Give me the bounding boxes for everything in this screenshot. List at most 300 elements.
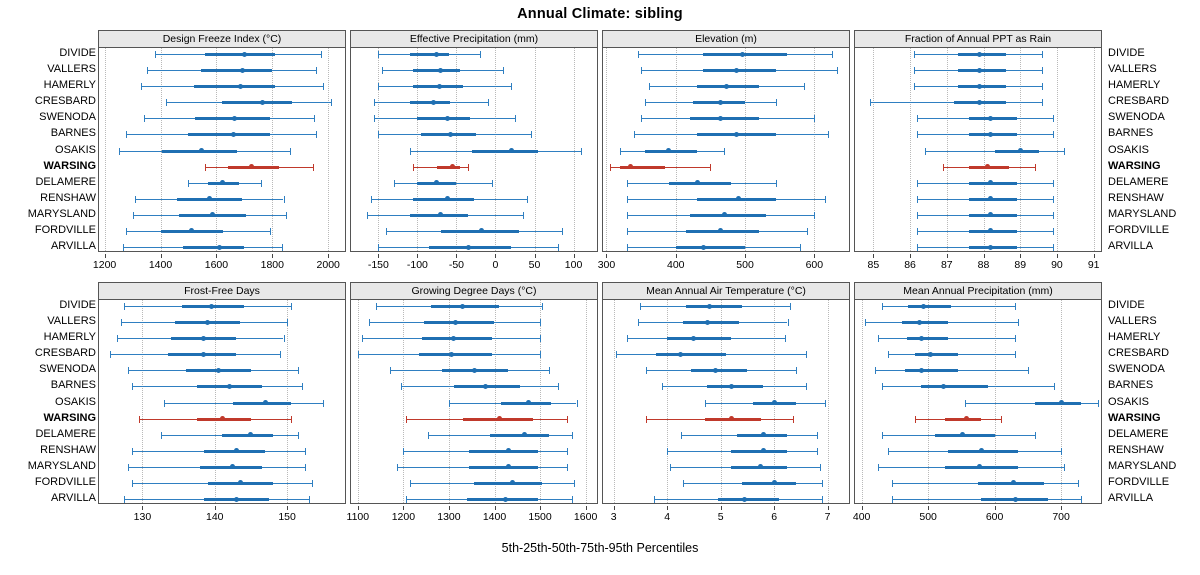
category-label-hamerly: HAMERLY (43, 79, 96, 92)
median-point (220, 180, 225, 185)
whisker-cap (790, 303, 791, 310)
whisker-cap (133, 212, 134, 219)
axis-tick (540, 506, 541, 510)
category-label-marysland: MARYSLAND (1108, 459, 1177, 472)
whisker-cap (286, 212, 287, 219)
median-point (503, 497, 508, 502)
x-axis (92, 254, 346, 280)
median-point (445, 196, 450, 201)
whisker-cap (892, 480, 893, 487)
whisker-cap (147, 67, 148, 74)
axis-tick (535, 254, 536, 258)
median-point (734, 132, 739, 137)
category-label-renshaw: RENSHAW (1108, 443, 1164, 456)
whisker-cap (132, 448, 133, 455)
iqr-bar (422, 337, 493, 340)
whisker-cap (280, 351, 281, 358)
axis-tick (403, 506, 404, 510)
median-point (919, 336, 924, 341)
whisker-cap (132, 383, 133, 390)
median-point (448, 132, 453, 137)
whisker-cap (374, 115, 375, 122)
axis-tick-label: 600 (805, 259, 824, 271)
gridline (272, 48, 274, 251)
median-point (1059, 400, 1064, 405)
iqr-bar (183, 246, 245, 249)
gridline (910, 48, 912, 251)
whisker-cap (814, 115, 815, 122)
median-point (497, 416, 502, 421)
whisker-cap (785, 335, 786, 342)
whisker-cap (1064, 148, 1065, 155)
category-label-vallers: VALLERS (47, 315, 96, 328)
category-label-swenoda: SWENODA (1108, 111, 1165, 124)
category-label-marysland: MARYSLAND (1108, 207, 1177, 220)
median-point (260, 100, 265, 105)
whisker-cap (1053, 244, 1054, 251)
category-label-vallers: VALLERS (1108, 315, 1157, 328)
gridline (358, 300, 360, 503)
gridline (417, 48, 419, 251)
axis-tick-label: 85 (867, 259, 880, 271)
whisker-cap (649, 83, 650, 90)
median-point (238, 84, 243, 89)
category-label-hamerly: HAMERLY (1108, 331, 1161, 344)
panel-strip-label: Mean Annual Precipitation (mm) (855, 283, 1101, 300)
iqr-bar (703, 53, 786, 56)
median-point (713, 368, 718, 373)
iqr-bar (1035, 402, 1082, 405)
iqr-bar (469, 450, 537, 453)
median-point (466, 245, 471, 250)
whisker-cap (1035, 432, 1036, 439)
whisker-cap (291, 303, 292, 310)
axis-tick (215, 506, 216, 510)
row1-panels (92, 30, 1102, 280)
panel-growing-degree-days-c (346, 282, 598, 534)
iqr-bar (419, 353, 492, 356)
iqr-bar (469, 466, 537, 469)
iqr-bar (188, 133, 269, 136)
whisker-cap (616, 351, 617, 358)
whisker-cap (1001, 416, 1002, 423)
gridline (745, 48, 747, 251)
iqr-bar (905, 369, 958, 372)
iqr-bar (413, 69, 460, 72)
whisker-cap (282, 244, 283, 251)
gridline (828, 300, 830, 503)
category-label-delamere: DELAMERE (1108, 427, 1169, 440)
whisker-cap (480, 51, 481, 58)
whisker-cap (468, 164, 469, 171)
iqr-bar (417, 117, 470, 120)
whisker-cap (367, 212, 368, 219)
whisker-cap (117, 335, 118, 342)
whisker-cap (705, 400, 706, 407)
whisker-cap (917, 196, 918, 203)
whisker-cap (406, 496, 407, 503)
gridline (378, 48, 380, 251)
axis-tick (328, 254, 329, 258)
whisker-cap (492, 180, 493, 187)
whisker-cap (638, 51, 639, 58)
whisker-cap (832, 51, 833, 58)
whisker-cap (581, 148, 582, 155)
whisker-cap (558, 244, 559, 251)
whisker-cap (641, 67, 642, 74)
whisker-cap (1078, 480, 1079, 487)
whisker-cap (567, 448, 568, 455)
axis-tick-label: 91 (1087, 259, 1100, 271)
axis-tick (287, 506, 288, 510)
panel-strip-label: Frost-Free Days (99, 283, 345, 300)
gridline (614, 300, 616, 503)
whisker-cap (378, 131, 379, 138)
gridline (1094, 48, 1096, 251)
axis-tick (873, 254, 874, 258)
median-point (231, 132, 236, 137)
axis-tick-label: 90 (1051, 259, 1063, 271)
whisker-cap (376, 303, 377, 310)
whisker-cap (428, 432, 429, 439)
category-label-delamere: DELAMERE (35, 427, 96, 440)
axis-tick-label: 0 (492, 259, 499, 271)
median-point (234, 497, 239, 502)
whisker-cap (776, 180, 777, 187)
whisker-cap (1098, 400, 1099, 407)
median-point (977, 52, 982, 57)
axis-tick (814, 254, 815, 258)
axis-tick-label: 1600 (204, 259, 229, 271)
axis-tick-label: 87 (940, 259, 953, 271)
iqr-bar (707, 385, 763, 388)
axis-tick (272, 254, 273, 258)
plot-area (855, 300, 1101, 503)
x-axis (597, 254, 850, 280)
category-label-arvilla: ARVILLA (50, 492, 96, 504)
category-label-renshaw: RENSHAW (1108, 191, 1164, 204)
whisker-cap (123, 244, 124, 251)
plot-area (351, 48, 597, 251)
category-label-arvilla: ARVILLA (50, 240, 96, 252)
whisker-cap (358, 351, 359, 358)
whisker-cap (394, 180, 395, 187)
median-point (742, 497, 747, 502)
iqr-bar (474, 482, 542, 485)
axis-tick-label: 140 (205, 511, 224, 523)
axis-tick (358, 506, 359, 510)
whisker-cap (511, 83, 512, 90)
category-label-osakis: OSAKIS (55, 143, 96, 156)
category-label-cresbard: CRESBARD (34, 347, 96, 360)
gridline (586, 300, 588, 503)
whisker-cap (406, 416, 407, 423)
whisker-cap (915, 416, 916, 423)
whisker-cap (667, 448, 668, 455)
whisker-cap (1042, 67, 1043, 74)
whisker-cap (540, 351, 541, 358)
median-point (724, 84, 729, 89)
axis-tick (995, 506, 996, 510)
whisker-cap (141, 83, 142, 90)
whisker-cap (261, 180, 262, 187)
whisker-cap (917, 131, 918, 138)
whisker-cap (312, 480, 313, 487)
whisker-cap (374, 99, 375, 106)
category-label-arvilla: ARVILLA (1108, 492, 1154, 504)
whisker-cap (410, 480, 411, 487)
whisker-cap (403, 448, 404, 455)
axis-tick (1061, 506, 1062, 510)
axis-tick (216, 254, 217, 258)
category-label-cresbard: CRESBARD (1108, 95, 1170, 108)
axis-tick (456, 254, 457, 258)
axis-tick-label: 4 (664, 511, 671, 523)
median-point (506, 448, 511, 453)
category-label-divide: DIVIDE (59, 47, 96, 59)
whisker-cap (1053, 212, 1054, 219)
median-point (729, 384, 734, 389)
category-label-delamere: DELAMERE (1108, 175, 1169, 188)
whisker-cap (627, 335, 628, 342)
axis-tick (910, 254, 911, 258)
axis-tick-label: 86 (904, 259, 916, 271)
whisker-cap (662, 383, 663, 390)
iqr-bar (437, 166, 460, 169)
whisker-cap (188, 180, 189, 187)
whisker-cap (710, 164, 711, 171)
whisker-cap (1064, 464, 1065, 471)
gridline (328, 48, 330, 251)
row2-panels (98, 282, 1102, 534)
category-label-barnes: BARNES (1108, 379, 1154, 392)
iqr-bar (201, 69, 272, 72)
whisker-cap (413, 164, 414, 171)
whisker-cap (925, 148, 926, 155)
panel-strip-label: Growing Degree Days (°C) (351, 283, 597, 300)
iqr-bar (667, 337, 731, 340)
whisker-cap (1018, 319, 1019, 326)
iqr-bar (691, 369, 747, 372)
axis-tick-label: 1200 (391, 511, 416, 523)
iqr-bar (676, 246, 745, 249)
whisker-cap (124, 496, 125, 503)
whisker-cap (110, 351, 111, 358)
axis-tick (161, 254, 162, 258)
iqr-bar (690, 214, 766, 217)
iqr-bar (915, 353, 958, 356)
axis-tick (1020, 254, 1021, 258)
axis-tick-label: 1600 (573, 511, 598, 523)
whisker-cap (331, 99, 332, 106)
axis-tick-label: 1300 (437, 511, 461, 523)
whisker-cap (287, 319, 288, 326)
whisker-cap (1053, 180, 1054, 187)
axis-tick-label: -150 (367, 259, 389, 271)
axis-tick (105, 254, 106, 258)
whisker-cap (144, 115, 145, 122)
whisker-cap (305, 448, 306, 455)
median-point (705, 320, 710, 325)
whisker-cap (390, 367, 391, 374)
whisker-cap (793, 416, 794, 423)
axis-tick-label: 400 (666, 259, 685, 271)
whisker-cap (800, 244, 801, 251)
axis-tick (928, 506, 929, 510)
category-label-osakis: OSAKIS (55, 395, 96, 408)
axis-tick (1057, 254, 1058, 258)
axis-tick (745, 254, 746, 258)
whisker-cap (378, 51, 379, 58)
whisker-cap (284, 196, 285, 203)
iqr-bar (410, 101, 451, 104)
median-point (1013, 497, 1018, 502)
panel-effective-precipitation-mm (350, 30, 598, 280)
whisker-cap (888, 448, 889, 455)
median-point (216, 368, 221, 373)
category-label-warsing: WARSING (1108, 411, 1161, 424)
iqr-bar (742, 482, 795, 485)
axis-tick (586, 506, 587, 510)
whisker-cap (806, 383, 807, 390)
panel-fraction-of-annual-ppt-as-rain (854, 30, 1102, 280)
whisker-cap (567, 416, 568, 423)
category-label-warsing: WARSING (1108, 159, 1161, 172)
axis-tick (495, 254, 496, 258)
iqr-bar (902, 321, 949, 324)
panel-design-freeze-index-c (92, 30, 346, 280)
panel-mean-annual-air-temperature-c (602, 282, 850, 534)
whisker-cap (531, 131, 532, 138)
axis-tick-label: 50 (528, 259, 541, 271)
gridline (606, 48, 608, 251)
panel-strip-label: Design Freeze Index (°C) (99, 31, 345, 48)
whisker-cap (128, 464, 129, 471)
whisker-cap (1053, 115, 1054, 122)
iqr-bar (410, 53, 449, 56)
whisker-cap (397, 464, 398, 471)
median-point (509, 148, 514, 153)
whisker-cap (641, 115, 642, 122)
whisker-cap (776, 99, 777, 106)
whisker-cap (132, 480, 133, 487)
median-point (445, 116, 450, 121)
whisker-cap (917, 115, 918, 122)
category-label-arvilla: ARVILLA (1108, 240, 1154, 252)
x-axis (350, 254, 598, 280)
whisker-cap (161, 432, 162, 439)
axis-tick (862, 506, 863, 510)
panel-frame (350, 282, 598, 504)
page-title: Annual Climate: sibling (517, 6, 683, 22)
whisker-cap (321, 51, 322, 58)
axis-tick (984, 254, 985, 258)
whisker-cap (1015, 335, 1016, 342)
panel-frame (602, 282, 850, 504)
whisker-cap (914, 51, 915, 58)
whisker-cap (309, 496, 310, 503)
median-point (217, 245, 222, 250)
axis-tick (142, 506, 143, 510)
median-point (209, 304, 214, 309)
median-point (199, 148, 204, 153)
axis-tick (449, 506, 450, 510)
axis-tick-label: 1500 (528, 511, 552, 523)
axis-tick-label: 1200 (92, 259, 117, 271)
axis-tick (721, 506, 722, 510)
axis-tick-label: 3 (610, 511, 617, 523)
panel-frame (350, 30, 598, 252)
whisker-cap (298, 367, 299, 374)
whisker-cap (634, 131, 635, 138)
whisker-cap (121, 319, 122, 326)
iqr-bar (995, 150, 1039, 153)
median-point (772, 400, 777, 405)
iqr-bar (907, 337, 948, 340)
axis-tick-label: 300 (597, 259, 616, 271)
whisker-cap (410, 148, 411, 155)
iqr-bar (222, 434, 273, 437)
category-label-fordville: FORDVILLE (34, 223, 96, 236)
whisker-cap (164, 400, 165, 407)
axis-tick (774, 506, 775, 510)
category-label-swenoda: SWENODA (39, 363, 96, 376)
whisker-cap (290, 148, 291, 155)
whisker-cap (369, 319, 370, 326)
whisker-cap (574, 480, 575, 487)
whisker-cap (892, 496, 893, 503)
median-point (917, 320, 922, 325)
panel-frost-free-days (98, 282, 346, 534)
whisker-cap (882, 303, 883, 310)
category-label-fordville: FORDVILLE (1108, 223, 1170, 236)
median-point (220, 416, 225, 421)
whisker-cap (627, 244, 628, 251)
category-label-divide: DIVIDE (1108, 47, 1145, 59)
axis-tick (606, 254, 607, 258)
category-label-fordville: FORDVILLE (34, 475, 96, 488)
plot-area (99, 48, 345, 251)
axis-tick (1094, 254, 1095, 258)
whisker-cap (804, 83, 805, 90)
median-point (453, 320, 458, 325)
whisker-cap (371, 196, 372, 203)
axis-tick-label: -100 (406, 259, 428, 271)
whisker-cap (620, 148, 621, 155)
median-point (249, 164, 254, 169)
median-point (437, 84, 442, 89)
iqr-bar (921, 385, 987, 388)
median-point (438, 68, 443, 73)
whisker-cap (796, 367, 797, 374)
gridline (667, 300, 669, 503)
category-label-divide: DIVIDE (1108, 299, 1145, 311)
axis-tick (574, 254, 575, 258)
whisker-cap (1015, 303, 1016, 310)
median-point (1018, 148, 1023, 153)
gridline (142, 300, 144, 503)
whisker-cap (817, 432, 818, 439)
x-axis (602, 506, 850, 532)
plot-area (603, 48, 849, 251)
median-point (919, 368, 924, 373)
whisker-cap (139, 416, 140, 423)
axis-tick-label: 130 (133, 511, 152, 523)
panel-frame (98, 30, 346, 252)
axis-tick-label: 1400 (148, 259, 173, 271)
whisker-cap (205, 164, 206, 171)
iqr-bar (683, 321, 739, 324)
